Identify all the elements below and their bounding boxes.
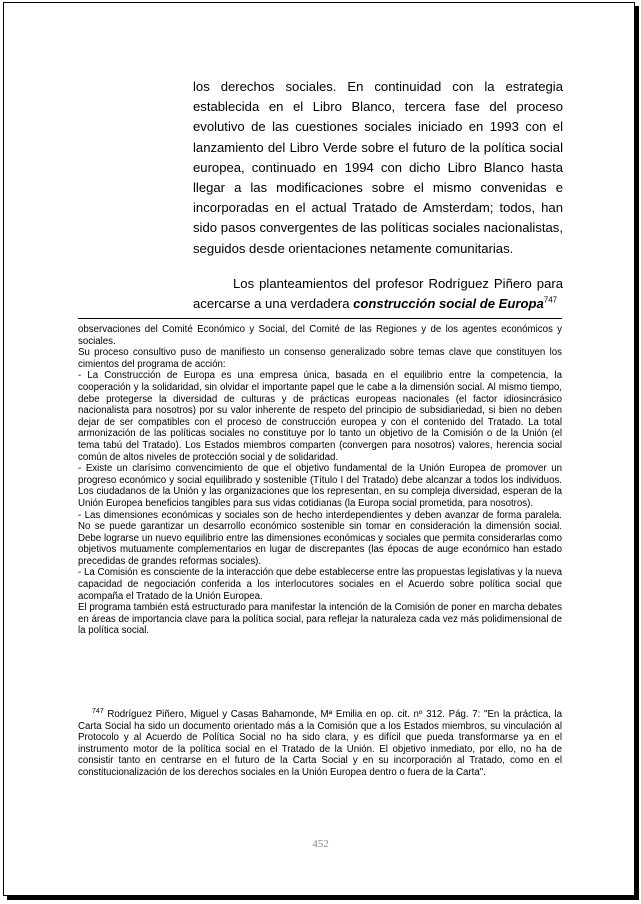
main-paragraph-2 [193, 274, 563, 314]
page-shadow-bottom [7, 896, 639, 900]
footnote-line: - Las dimensiones económicas y sociales son de hecho interdependientes y deben avanzar de forma paralela. No se puede garantizar un desarrollo económico sostenible sin tomar en consideración la dimensión social. Debe lograrse un nuevo equilibrio entre las dimensiones económicas y sociales que permita considerarlas como objetivos mutuamente complementarios en lugar de discrepantes (las épocas de auge económico han estado precedidas de grandes reformas sociales). [78, 509, 562, 567]
footnote-line: - La Construcción de Europa es una empresa única, basada en el equilibrio entre la competencia, la cooperación y la solidaridad, sin olvidar el importante papel que le cabe a la dimensión social. Al mismo tiempo, debe protegerse la diversidad de culturas y de prácticas europeas nacionales (el factor idiosincrásico nacionalista para nosotros) por su valor inherente de respeto del principio de subsidiariedad, si bien no deben dejar de ser compatibles con el proceso de construcción europea y con el contenido del Tratado. La total armonización de las políticas sociales no constituye por lo tanto un objetivo de la Comisión o de la Unión (el tema tabú del Tratado). Los Estados miembros comparten (convergen para nosotros) valores, herencia social común de altos niveles de protección social y de solidaridad. [78, 370, 562, 463]
footnote-line: - La Comisión es consciente de la interacción que debe establecerse entre las propuestas legislativas y la nueva capacidad de negociación conferida a los interlocutores sociales en el Acuerdo sobre política social que acompaña el Tratado de la Unión Europea. [78, 567, 562, 602]
footnote-line: El programa también está estructurado para manifestar la intención de la Comisión de poner en marcha debates en áreas de importancia clave para la política social, para reflejar la naturaleza cada vez más polidimensional de la política social. [78, 602, 562, 637]
main-paragraph-1: los derechos sociales. En continuidad con la estrategia establecida en el Libro Blanco, tercera fase del proceso evolutivo de las cuestiones sociales iniciado en 1993 con el lanzamiento del Libro Verde sobre el futuro de la política social europea, continuado en 1994 con dicho Libro Blanco hasta llegar a las modificaciones sobre el mismo convenidas e incorporadas en el actual Tratado de Amsterdam; todos, han sido pasos convergentes de las políticas sociales nacionalistas, seguidos desde orientaciones netamente comunitarias. [193, 79, 563, 256]
emphasis-construccion-social: construcción social de Europa [353, 296, 544, 312]
footnote-747-text: Rodríguez Piñero, Miguel y Casas Bahamonde, Mª Emilia en op. cit. nº 312. Pág. 7: "En la práctica, la Carta Social ha sido un documento orientado más a la Comisión que a los Estados miembros, su vinculación al Protocolo y al Acuerdo de Política Social no ha sido clara, y es difícil que pueda transformarse ya en el instrumento motor de la política social en el Tratado de la Unión. El objetivo inmediato, por ello, no ha de consistir tanto en centrarse en el futuro de la Carta Social y en su incorporación al Tratado, como en el constitucionalización de los derechos sociales en la Unión Europea dentro o fuera de la Carta". [78, 709, 562, 778]
page-number: 452 [312, 838, 329, 850]
footnote-line: observaciones del Comité Económico y Social, del Comité de las Regiones y de los agentes económicos y sociales. [78, 324, 562, 347]
footnote-number: 747 [92, 707, 104, 715]
footnote-line: Su proceso consultivo puso de manifiesto un consenso generalizado sobre temas clave que constituyen los cimientos del programa de acción: [78, 347, 562, 370]
main-paragraph-2-start: Los planteamientos del profesor Rodríguez Piñero para acercarse a una verdadera [193, 275, 563, 312]
footnote-747 [78, 709, 562, 779]
footnote-ref-747[interactable]: 747 [543, 295, 558, 305]
page-shadow-right [635, 6, 639, 900]
footnote-continued [78, 324, 562, 637]
footnote-line: - Existe un clarísimo convencimiento de que el objetivo fundamental de la Unión Europea de promover un progreso económico y social equilibrado y sostenible (Título I del Tratado) debe alcanzar a todos los individuos. Los ciudadanos de la Unión y las organizaciones que los representan, en su compleja diversidad, esperan de la Unión Europea beneficios tangibles para sus vidas cotidianas (la Europa social prometida, para nosotros). [78, 463, 562, 509]
main-text [193, 77, 563, 314]
footnote-separator [78, 318, 562, 319]
